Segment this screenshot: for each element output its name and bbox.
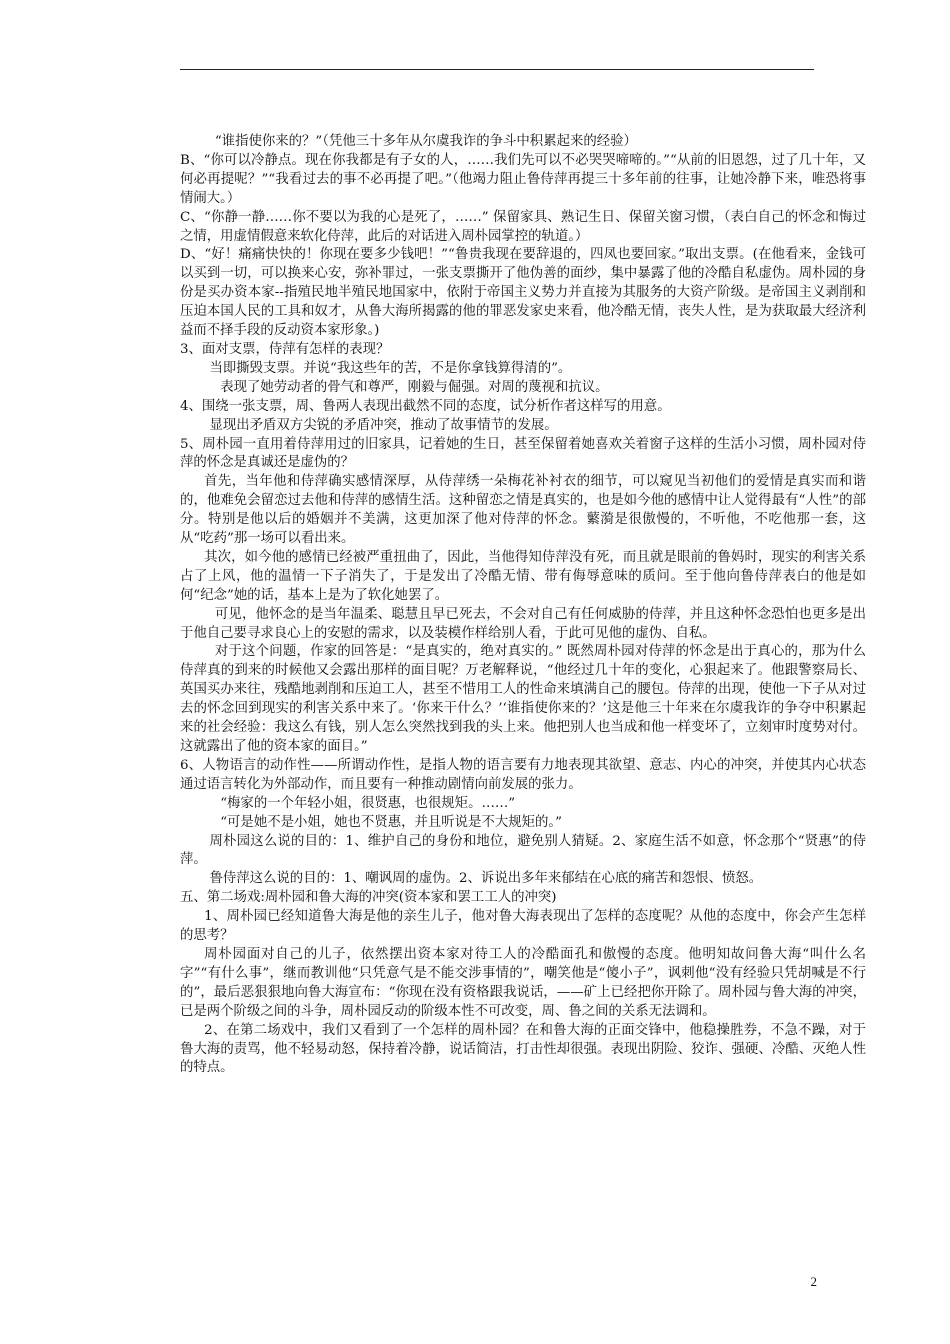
paragraph: C、“你静一静……你不要以为我的心是死了，……” 保留家具、熟记生日、保留关窗习惯，（表白自己的怀念和悔过之情，用虚情假意来软化侍萍，此后的对话进入周朴园掌控的轨道。） <box>180 209 866 244</box>
paragraph: 首先，当年他和侍萍确实感情深厚，从侍萍绣一朵梅花补衬衣的细节，可以窥见当初他们的爱情是真实而和谐的，他难免会留恋过去他和侍萍的感情生活。这种留恋之情是真实的，也是如今他的感情中让人觉得最有“人性”的部分。特别是他以后的婚姻并不美满，这更加深了他对侍萍的怀念。蘩漪是很傲慢的，不听他，不吃他那一套，这从“吃药”那一场可以看出来。 <box>180 474 866 547</box>
paragraph: 周朴园面对自己的儿子，依然摆出资本家对待工人的冷酷面孔和傲慢的态度。他明知故问鲁大海“叫什么名字”“有什么事”，继而教训他“只凭意气是不能交涉事情的”，嘲笑他是“傻小子”，讽刺他“没有经验只凭胡喊是不行的”，最后恶狠狠地向鲁大海宣布：“你现在没有资格跟我说话，——矿上已经把你开除了。周朴园与鲁大海的冲突，已是两个阶级之间的斗争，周朴园反动的阶级本性不可改变，周、鲁之间的关系无法调和。 <box>180 946 866 1019</box>
paragraph: 周朴园这么说的目的：1、维护自己的身份和地位，避免别人猜疑。2、家庭生活不如意，怀念那个“贤惠”的侍萍。 <box>180 833 866 868</box>
page-number: 2 <box>810 1274 817 1289</box>
question-heading: 1、周朴园已经知道鲁大海是他的亲生儿子，他对鲁大海表现出了怎样的态度呢？从他的态度中，你会产生怎样的思考？ <box>180 909 866 944</box>
quote-line: “可是她不是小姐，她也不贤惠，并且听说是不大规矩的。” <box>220 814 562 830</box>
paragraph: D、“好！痛痛快快的！你现在要多少钱吧！”“鲁贵我现在要辞退的，四凤也要回家。”取出支票。(在他看来，金钱可以买到一切，可以换来心安，弥补罪过，一张支票撕开了他伪善的面纱，集中暴露了他的冷酷自私虚伪。周朴园的身份是买办资本家--指殖民地半殖民地国家中，依附于帝国主义势力并直接为其服务的大资产阶级。是帝国主义剥削和压迫本国人民的工具和奴才，从鲁大海所揭露的他的罪恶发家史来看，他冷酷无情，丧失人性，是为获取最大经济利益而不择手段的反动资本家形象。) <box>180 247 866 339</box>
paragraph: 鲁侍萍这么说的目的：1、嘲讽周的虚伪。2、诉说出多年来郁结在心底的痛苦和怨恨、愤怒。 <box>209 871 763 887</box>
paragraph: 可见，他怀念的是当年温柔、聪慧且早已死去，不会对自己有任何威胁的侍萍，并且这种怀念恐怕也更多是出于他自己要寻求良心上的安慰的需求，以及装模作样给别人看，于此可见他的虚伪、自私。 <box>180 606 866 641</box>
question-heading: 3、面对支票，侍萍有怎样的表现？ <box>180 341 390 357</box>
paragraph: “谁指使你来的？”（凭他三十多年从尔虞我诈的争斗中积累起来的经验） <box>214 134 637 149</box>
paragraph: B、“你可以冷静点。现在你我都是有子女的人，……我们先可以不必哭哭啼啼的。”“从前的旧恩怨，过了几十年，又何必再提呢？”“我看过去的事不必再提了吧。”（他竭力阻止鲁侍萍再提三十多年前的往事，让她冷静下来，唯恐将事情闹大。） <box>180 152 866 206</box>
paragraph: 当即撕毁支票。并说“我这些年的苦，不是你拿钱算得清的”。 <box>209 360 572 376</box>
section-heading: 五、第二场戏:周朴园和鲁大海的冲突(资本家和罢工工人的冲突) <box>180 890 557 906</box>
question-heading: 6、人物语言的动作性——所谓动作性，是指人物的语言要有力地表现其欲望、意志、内心的冲突，并使其内心状态通过语言转化为外部动作，而且要有一种推动剧情向前发展的张力。 <box>180 757 866 792</box>
question-heading: 5、周朴园一直用着侍萍用过的旧家具，记着她的生日，甚至保留着她喜欢关着窗子这样的生活小习惯，周朴园对侍萍的怀念是真诚还是虚伪的？ <box>180 436 866 471</box>
paragraph: 其次，如今他的感情已经被严重扭曲了，因此，当他得知侍萍没有死，而且就是眼前的鲁妈时，现实的利害关系占了上风，他的温情一下子消失了，于是发出了冷酷无情、带有侮辱意味的质问。至于他向鲁侍萍表白的他是如何“纪念”她的话，基本上是为了软化她罢了。 <box>180 549 866 603</box>
paragraph: 表现了她劳动者的骨气和尊严，刚毅与倔强。对周的蔑视和抗议。 <box>220 379 609 395</box>
question-heading: 2、在第二场戏中，我们又看到了一个怎样的周朴园？在和鲁大海的正面交锋中，他稳操胜券，不急不躁，对于鲁大海的责骂，他不轻易动怒，保持着冷静，说话简洁，打击性却很强。表现出阴险、狡诈、强硬、冷酷、灭绝人性的特点。 <box>180 1022 866 1076</box>
question-heading: 4、围绕一张支票，周、鲁两人表现出截然不同的态度，试分析作者这样写的用意。 <box>180 398 671 414</box>
paragraph: 对于这个问题，作家的回答是：“是真实的，绝对真实的。” 既然周朴园对侍萍的怀念是出于真心的，那为什么侍萍真的到来的时候他又会露出那样的面目呢？万老解释说，“他经过几十年的变化，心狠起来了。他跟警察局长、英国买办来往，残酷地剥削和压迫工人，甚至不惜用工人的性命来填满自己的腰包。侍萍的出现，使他一下子从对过去的怀念回到现实的利害关系中来了。‘你来干什么？’‘谁指使你来的？’这是他三十年来在尔虞我诈的争夺中积累起来的社会经验：我这么有钱，别人怎么突然找到我的头上来。他把别人也当成和他一样变坏了，立刻审时度势对付。这就露出了他的资本家的面目。” <box>180 644 866 754</box>
document-body <box>180 133 866 1078</box>
paragraph: 显现出矛盾双方尖锐的矛盾冲突，推动了故事情节的发展。 <box>209 417 558 433</box>
header-rule <box>180 69 814 70</box>
quote-line: “梅家的一个年轻小姐，很贤惠，也很规矩。……” <box>220 795 516 811</box>
